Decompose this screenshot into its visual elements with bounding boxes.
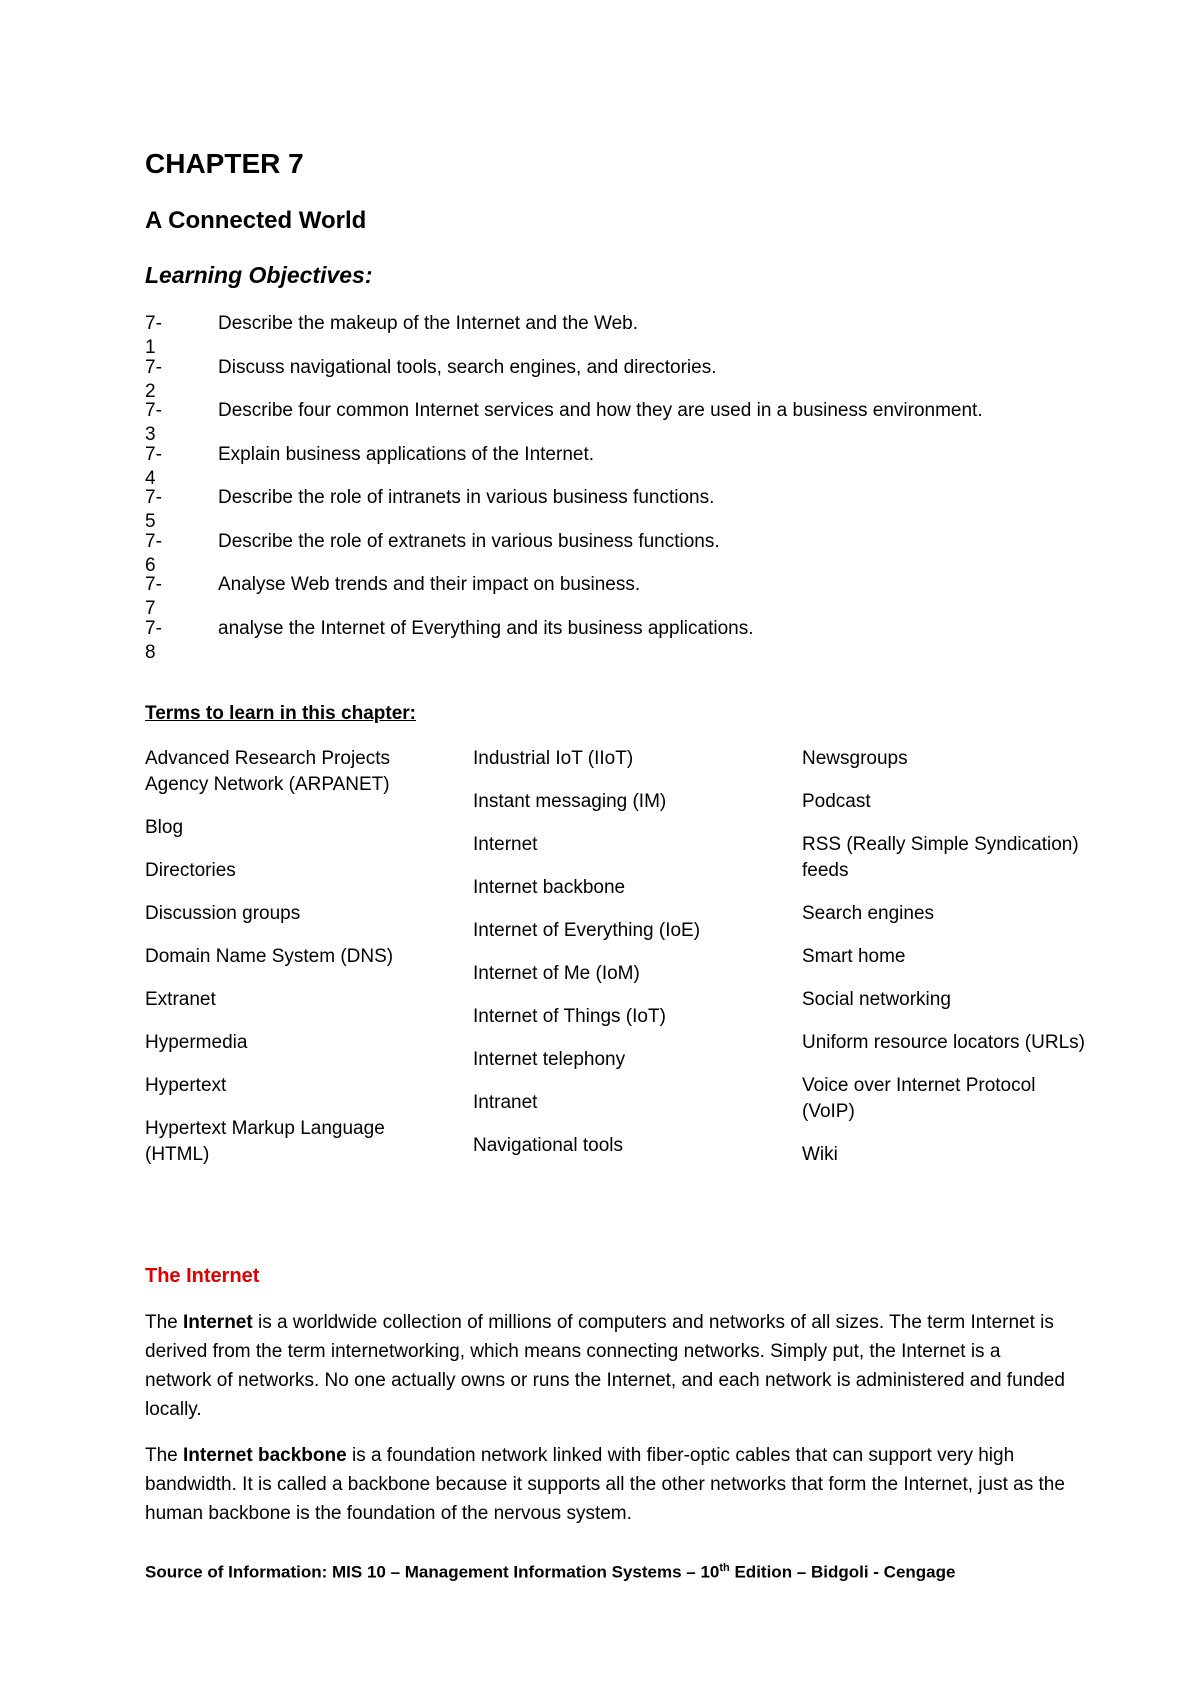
paragraph-text: The <box>145 1445 184 1466</box>
paragraph-text: is a worldwide collection of millions of computers and networks of all sizes. The term Internet is derived from the term internetworking, which means connecting networks. Simply put, the Internet is a network of networks. No one actually owns or runs the Internet, and each network is administered and funded locally. <box>145 1312 1065 1420</box>
term-item: Advanced Research Projects Agency Network (ARPANET) <box>145 748 391 795</box>
terms-column-3 <box>802 746 1092 1185</box>
term-item: Search engines <box>802 903 935 924</box>
objectives-heading: Learning Objectives: <box>145 262 373 288</box>
objective-number: 7-4 <box>145 443 162 489</box>
term-item: Hypermedia <box>145 1032 248 1053</box>
objective-text: Explain business applications of the Internet. <box>218 443 595 465</box>
term-item: Hypertext <box>145 1075 227 1096</box>
key-term: Internet backbone <box>183 1445 347 1466</box>
paragraph-internet <box>145 1308 1065 1424</box>
term-item: Directories <box>145 860 236 881</box>
term-item: Hypertext Markup Language (HTML) <box>145 1118 385 1165</box>
term-item: Podcast <box>802 791 871 812</box>
footer-superscript: th <box>719 1562 730 1574</box>
section-heading: The Internet <box>145 1265 260 1287</box>
objective-number: 7-6 <box>145 530 162 576</box>
objective-text: Describe the role of intranets in various business functions. <box>218 487 715 508</box>
term-item: Extranet <box>145 989 216 1010</box>
objective-text: analyse the Internet of Everything and its business applications. <box>218 617 754 639</box>
objective-text: Discuss navigational tools, search engines, and directories. <box>218 356 717 378</box>
term-item: Internet <box>473 834 538 855</box>
footer-text: Edition – Bidgoli - Cengage <box>729 1562 956 1582</box>
source-footer <box>145 1562 955 1583</box>
objective-text: Describe four common Internet services and how they are used in a business environment. <box>218 400 983 421</box>
paragraph-backbone <box>145 1441 1065 1528</box>
key-term: Internet <box>183 1312 253 1333</box>
chapter-subtitle: A Connected World <box>145 207 367 234</box>
terms-heading: Terms to learn in this chapter: <box>145 703 416 724</box>
chapter-title: CHAPTER 7 <box>145 148 304 179</box>
objective-number: 7-5 <box>145 487 162 532</box>
term-item: Discussion groups <box>145 903 301 924</box>
term-item: RSS (Really Simple Syndication) feeds <box>802 834 1079 881</box>
term-item: Internet of Everything (IoE) <box>473 920 701 941</box>
term-item: Uniform resource locators (URLs) <box>802 1032 1085 1053</box>
objective-text: Describe the role of extranets in various business functions. <box>218 530 720 552</box>
objective-text: Analyse Web trends and their impact on business. <box>218 574 641 595</box>
term-item: Voice over Internet Protocol (VoIP) <box>802 1075 1036 1122</box>
term-item: Blog <box>145 817 184 838</box>
term-item: Industrial IoT (IIoT) <box>473 748 634 769</box>
objective-number: 7-7 <box>145 574 162 619</box>
term-item: Internet telephony <box>473 1049 626 1070</box>
term-item: Newsgroups <box>802 748 908 769</box>
term-item: Internet of Me (IoM) <box>473 963 640 984</box>
terms-column-1 <box>145 746 435 1185</box>
term-item: Social networking <box>802 989 951 1010</box>
paragraph-text: The <box>145 1312 184 1333</box>
term-item: Intranet <box>473 1092 538 1113</box>
term-item: Wiki <box>802 1144 838 1165</box>
term-item: Internet backbone <box>473 877 626 898</box>
term-item: Navigational tools <box>473 1135 623 1156</box>
term-item: Smart home <box>802 946 906 967</box>
objective-number: 7-2 <box>145 356 162 402</box>
objective-number: 7-3 <box>145 400 162 445</box>
terms-column-2 <box>473 746 763 1176</box>
objective-number: 7-1 <box>145 313 162 358</box>
term-item: Domain Name System (DNS) <box>145 946 394 967</box>
objective-number: 7-8 <box>145 617 162 663</box>
paragraph-text: is a foundation network linked with fiber-optic cables that can support very high bandwidth. It is called a backbone because it supports all the other networks that form the Internet, just as the human backbone is the foundation of the nervous system. <box>145 1445 1065 1524</box>
term-item: Instant messaging (IM) <box>473 791 667 812</box>
term-item: Internet of Things (IoT) <box>473 1006 666 1027</box>
objective-text: Describe the makeup of the Internet and the Web. <box>218 313 639 334</box>
footer-text: Source of Information: MIS 10 – Management Information Systems – 10 <box>145 1562 720 1582</box>
